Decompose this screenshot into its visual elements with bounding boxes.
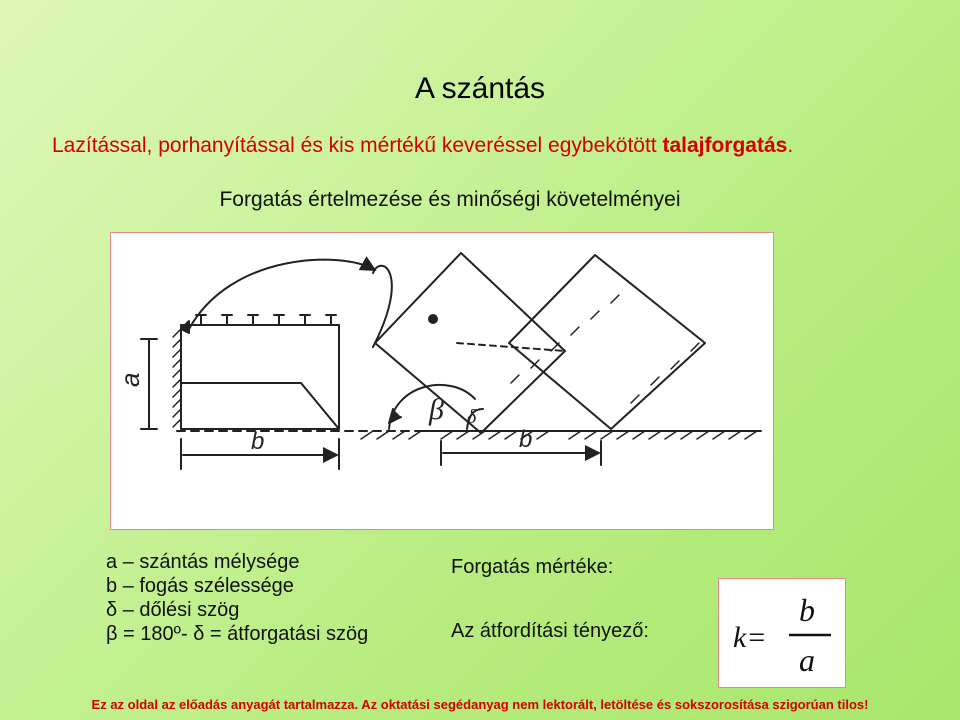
factor-label: Az átfordítási tényező:: [451, 620, 649, 642]
plowing-diagram: [110, 232, 774, 530]
subtitle: [52, 134, 793, 158]
label-beta: β: [429, 393, 444, 426]
legend-item-delta: δ – dőlési szög: [106, 599, 240, 621]
label-a: a: [115, 372, 145, 387]
label-b-right: b: [519, 426, 533, 453]
legend-item-b: b – fogás szélessége: [106, 575, 294, 597]
formula-lhs: k=: [733, 621, 767, 654]
label-b-left: b: [251, 428, 265, 455]
subtitle-end: .: [787, 134, 794, 157]
subtitle-bold-term: talajforgatás: [662, 134, 788, 157]
legend-item-beta: β = 180º- δ = átforgatási szög: [106, 623, 369, 645]
ground-line: [177, 431, 761, 439]
formula-svg: [719, 579, 847, 689]
slide-title: A szántás: [414, 72, 546, 105]
formula-box: [718, 578, 846, 688]
formula-numerator: b: [799, 592, 815, 628]
formula-denominator: a: [799, 642, 815, 678]
legend: [106, 550, 368, 646]
label-delta: δ: [467, 406, 477, 428]
legend-item-a: a – szántás mélysége: [106, 551, 300, 573]
section-heading: Forgatás értelmezése és minőségi követelményei: [219, 188, 681, 211]
furrow-wall-hatching: [173, 329, 181, 429]
rotation-label: Forgatás mértéke:: [451, 556, 614, 578]
overturned-slice-2: [509, 255, 705, 429]
subtitle-text: Lazítással, porhanyítással és kis mértékű keveréssel egybekötött: [52, 134, 663, 157]
original-soil-block: [181, 315, 339, 429]
footer-notice: Ez az oldal az előadás anyagát tartalmazza. Az oktatási segédanyag nem lektorált, letöltése és sokszorosítása szigorúan tilos!: [91, 697, 869, 712]
plowing-diagram-svg: [111, 233, 774, 530]
rotation-arrows: [189, 260, 437, 347]
